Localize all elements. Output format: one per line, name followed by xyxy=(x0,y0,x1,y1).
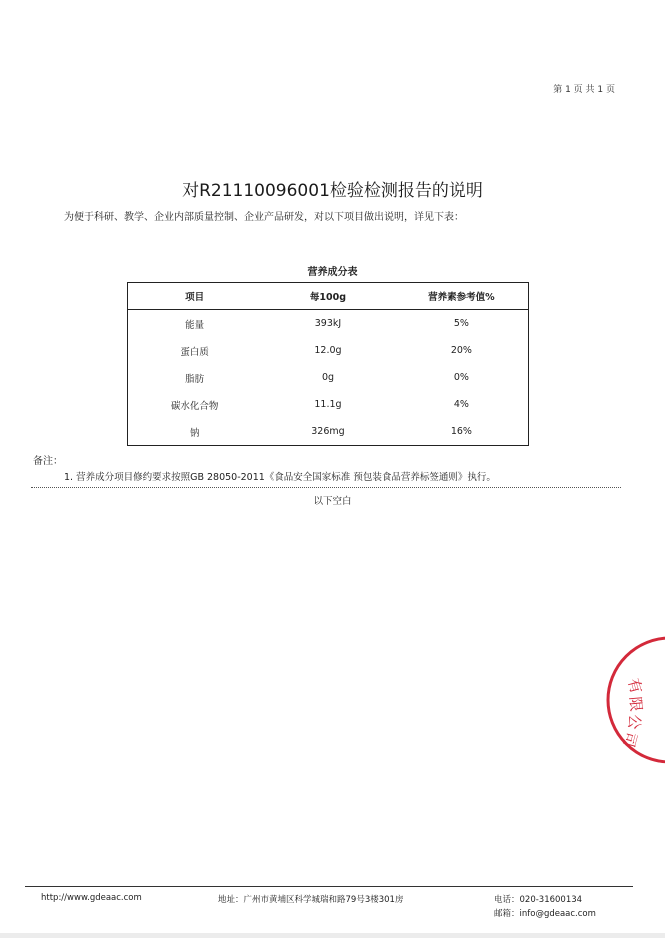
table-cell: 326mg xyxy=(311,426,345,437)
table-cell: 16% xyxy=(450,426,472,437)
table-cell: 12.0g xyxy=(314,345,342,356)
footer-address: 地址：广州市黄埔区科学城瑞和路79号3楼301房 xyxy=(218,895,404,905)
table-cell: 20% xyxy=(450,345,472,356)
table-cell: 脂肪 xyxy=(185,373,205,385)
column-header-per100g: 每100g xyxy=(261,283,395,310)
table-row xyxy=(128,418,529,446)
notes-label: 备注： xyxy=(33,456,63,467)
company-seal xyxy=(600,630,665,770)
dotted-divider xyxy=(31,487,621,488)
footer-email: 邮箱：info@gdeaac.com xyxy=(494,909,596,919)
document-title: 对R21110096001检验检测报告的说明 xyxy=(182,181,483,201)
table-row xyxy=(128,364,529,391)
footer-divider xyxy=(25,886,633,887)
table-row xyxy=(128,310,529,338)
nutrition-table xyxy=(127,282,529,446)
footer-website-link[interactable]: http://www.gdeaac.com xyxy=(41,893,142,903)
table-cell: 蛋白质 xyxy=(180,346,209,358)
page-bottom-edge xyxy=(0,933,665,938)
table-header-row xyxy=(128,283,529,310)
column-header-nrv: 营养素参考值% xyxy=(395,283,529,310)
seal-char: 司 xyxy=(619,729,641,750)
table-cell: 0g xyxy=(321,372,335,383)
blank-below-note: 以下空白 xyxy=(313,496,352,507)
intro-text: 为便于科研、教学、企业内部质量控制、企业产品研发，对以下项目做出说明，详见下表： xyxy=(64,212,464,223)
page-number: 第 1 页 共 1 页 xyxy=(553,85,615,95)
table-title: 营养成分表 xyxy=(307,267,358,278)
table-cell: 能量 xyxy=(185,319,205,331)
seal-char: 限 xyxy=(626,695,646,713)
table-row xyxy=(128,337,529,364)
column-header-item: 项目 xyxy=(128,283,262,310)
table-cell: 碳水化合物 xyxy=(170,400,219,412)
table-cell: 4% xyxy=(453,399,469,410)
seal-char: 有 xyxy=(624,676,646,696)
footer-phone: 电话：020-31600134 xyxy=(494,895,583,905)
table-cell: 11.1g xyxy=(314,399,342,410)
seal-char: 公 xyxy=(624,713,644,731)
table-cell: 0% xyxy=(453,372,469,383)
table-row xyxy=(128,391,529,418)
table-cell: 5% xyxy=(453,318,469,329)
table-cell: 钠 xyxy=(189,427,200,439)
table-cell: 393kJ xyxy=(314,318,342,329)
note-item: 1. 营养成分项目修约要求按照GB 28050-2011《食品安全国家标准 预包装食品营养标签通则》执行。 xyxy=(64,472,496,483)
